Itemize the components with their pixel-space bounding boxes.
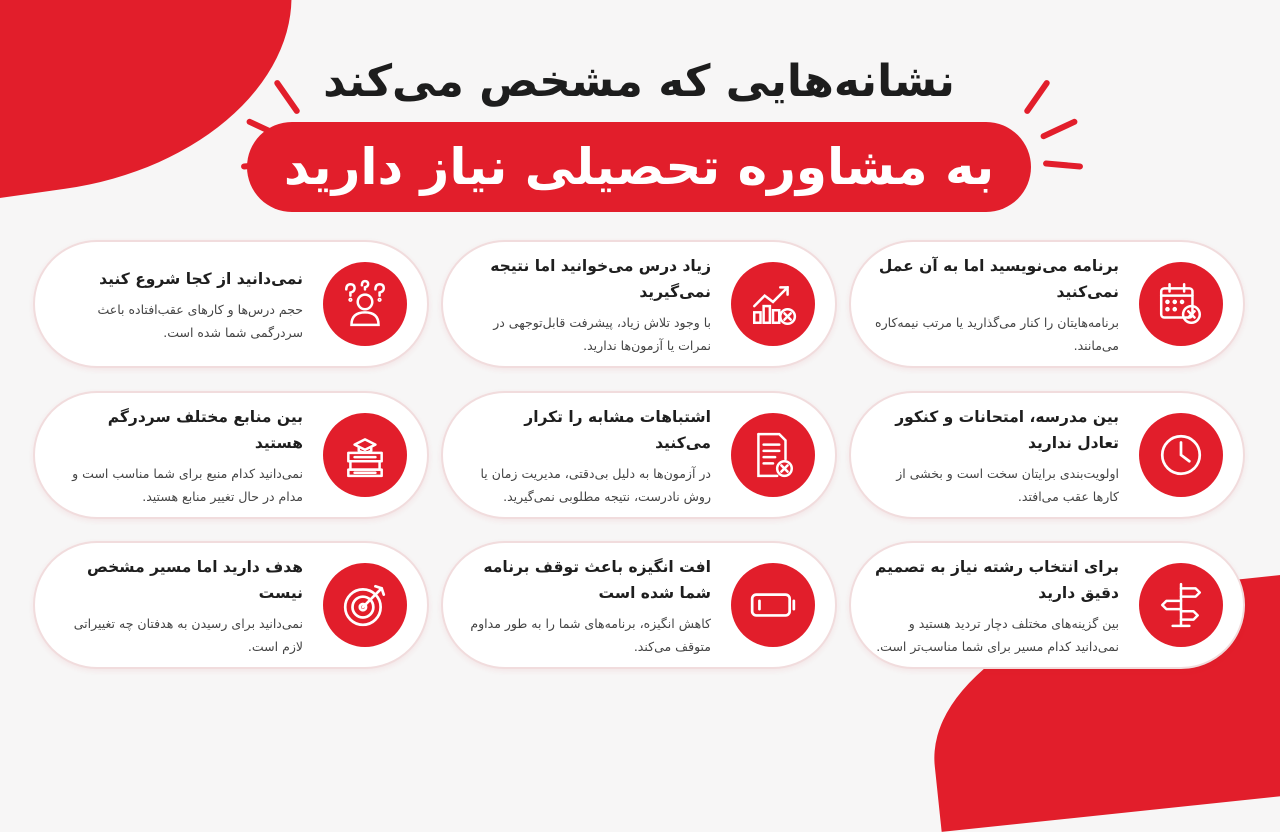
- document-x-icon: [732, 413, 816, 497]
- card-title: بین مدرسه، امتحانات و کنکور تعادل ندارید: [896, 408, 1120, 452]
- chart-decline-icon: [732, 262, 816, 346]
- sign-card-no-results: [442, 240, 838, 368]
- sign-card-resource-confusion: [34, 391, 430, 519]
- sign-card-major-choice: [850, 541, 1246, 669]
- card-description: برنامه‌هایتان را کنار می‌گذارید یا مرتب نیمه‌کاره می‌مانند.: [876, 315, 1120, 353]
- target-icon: [324, 563, 408, 647]
- card-title: زیاد درس می‌خوانید اما نتیجه نمی‌گیرید: [491, 257, 712, 301]
- card-title: اشتباهات مشابه را تکرار می‌کنید: [525, 408, 712, 452]
- page-title-line1: نشانه‌هایی که مشخص می‌کند: [324, 56, 956, 107]
- sign-card-where-to-start: [34, 240, 430, 368]
- low-battery-icon: [732, 563, 816, 647]
- page-title-line2: به مشاوره تحصیلی نیاز دارید: [248, 122, 1032, 212]
- card-title: نمی‌دانید از کجا شروع کنید: [100, 270, 304, 288]
- card-description: بین گزینه‌های مختلف دچار تردید هستید و نمی‌دانید کدام مسیر برای شما مناسب‌تر است.: [877, 616, 1120, 654]
- card-title: هدف دارید اما مسیر مشخص نیست: [87, 558, 304, 602]
- card-description: حجم درس‌ها و کارهای عقب‌افتاده باعث سردرگمی شما شده است.: [98, 302, 304, 340]
- calendar-x-icon: [1140, 262, 1224, 346]
- card-description: با وجود تلاش زیاد، پیشرفت قابل‌توجهی در نمرات یا آزمون‌ها ندارید.: [494, 315, 712, 353]
- clock-icon: [1140, 413, 1224, 497]
- signpost-icon: [1140, 563, 1224, 647]
- card-description: در آزمون‌ها به دلیل بی‌دقتی، مدیریت زمان یا روش نادرست، نتیجه مطلوبی نمی‌گیرید.: [481, 466, 712, 504]
- card-description: نمی‌دانید کدام منبع برای شما مناسب است و مدام در حال تغییر منابع هستید.: [73, 466, 304, 504]
- sign-card-repeated-mistakes: [442, 391, 838, 519]
- card-description: کاهش انگیزه، برنامه‌های شما را به طور مداوم متوقف می‌کند.: [471, 616, 712, 654]
- sign-card-no-balance: [850, 391, 1246, 519]
- confused-person-icon: [324, 262, 408, 346]
- sign-card-unclear-path: [34, 541, 430, 669]
- card-title: بین منابع مختلف سردرگم هستید: [108, 408, 304, 452]
- books-icon: [324, 413, 408, 497]
- card-description: نمی‌دانید برای رسیدن به هدفتان چه تغییراتی لازم است.: [74, 616, 304, 654]
- sign-card-unfollowed-plan: [850, 240, 1246, 368]
- sign-card-low-motivation: [442, 541, 838, 669]
- card-title: برای انتخاب رشته نیاز به تصمیم دقیق دارید: [876, 558, 1120, 602]
- card-description: اولویت‌بندی برایتان سخت است و بخشی از کارها عقب می‌افتد.: [897, 466, 1120, 504]
- card-title: افت انگیزه باعث توقف برنامه شما شده است: [484, 558, 712, 602]
- card-title: برنامه می‌نویسید اما به آن عمل نمی‌کنید: [879, 257, 1120, 301]
